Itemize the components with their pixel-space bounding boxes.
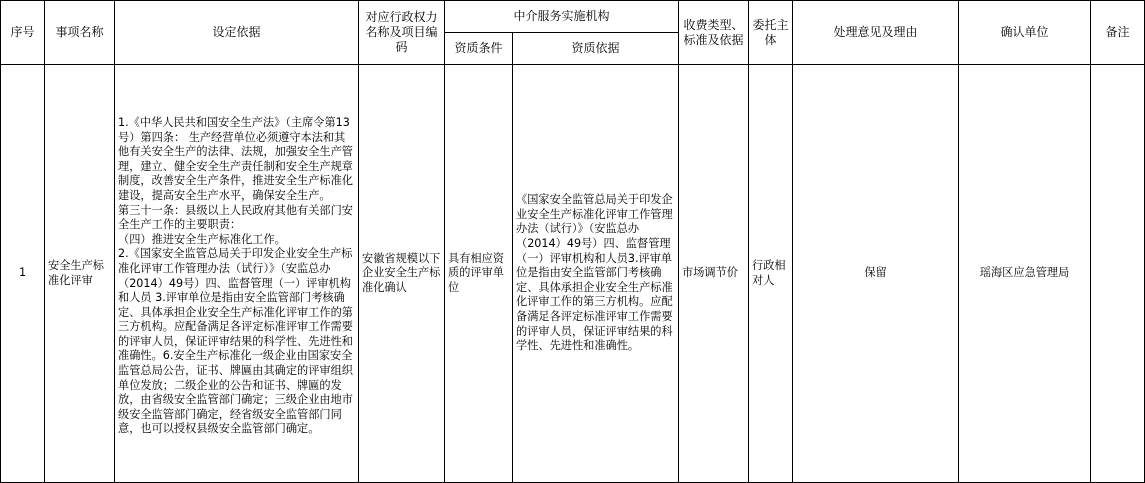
header-item-name: 事项名称 xyxy=(45,1,115,65)
row-admin-power: 安徽省规模以下企业安全生产标准化确认 xyxy=(359,65,445,483)
header-opinion: 处理意见及理由 xyxy=(793,1,959,65)
row-remark xyxy=(1091,65,1145,483)
header-remark: 备注 xyxy=(1091,1,1145,65)
table-row xyxy=(1,65,1145,483)
row-entrust: 行政相对人 xyxy=(749,65,793,483)
header-seq: 序号 xyxy=(1,1,45,65)
header-admin-power: 对应行政权力名称及项目编码 xyxy=(359,1,445,65)
header-entrust: 委托主体 xyxy=(749,1,793,65)
header-confirm-unit: 确认单位 xyxy=(959,1,1091,65)
row-confirm-unit: 瑶海区应急管理局 xyxy=(959,65,1091,483)
header-basis: 设定依据 xyxy=(115,1,359,65)
row-fee: 市场调节价 xyxy=(679,65,749,483)
header-qualification-basis: 资质依据 xyxy=(513,33,679,65)
row-qualification-condition: 具有相应资质的评审单位 xyxy=(445,65,513,483)
row-item-name: 安全生产标准化评审 xyxy=(45,65,115,483)
row-opinion: 保留 xyxy=(793,65,959,483)
row-qualification-basis: 《国家安全监管总局关于印发企业安全生产标准化评审工作管理办法（试行）》（安监总办（2014）49号）四、监督管理（一）评审机构和人员3.评审单位是指由安全监管部门考核确定、具体承担企业安全生产标准化评审工作的第三方机构。应配备满足各评定标准评审工作需要的评审人员，保证评审结果的科学性、先进性和准确性。 xyxy=(513,65,679,483)
header-agency-group: 中介服务实施机构 xyxy=(445,1,679,33)
row-basis: 1.《中华人民共和国安全生产法》（主席令第13号）第四条： 生产经营单位必须遵守本法和其他有关安全生产的法律、法规，加强安全生产管理，建立、健全安全生产责任制和安全生产规章制度，改善安全生产条件，推进安全生产标准化建设，提高安全生产水平，确保安全生产。 第三十一条：县级以上人民政府其他有关部门安全生产工作的主要职责： （四）推进安全生产标准化工作。 2.《国家安全监管总局关于印发企业安全生产标准化评审工作管理办法（试行）》（安监总办（2014）49号）四、监督管理（一）评审机构和人员 3.评审单位是指由安全监管部门考核确定、具体承担企业安全生产标准化评审工作的第三方机构。应配备满足各评定标准评审工作需要的评审人员，保证评审结果的科学性、先进性和准确性。6.安全生产标准化一级企业由国家安全监管总局公告，证书、牌匾由其确定的评审组织单位发放；二级企业的公告和证书、牌匾的发放，由省级安全监管部门确定；三级企业由地市级安全监管部门确定，经省级安全监管部门同意，也可以授权县级安全监管部门确定。 xyxy=(115,65,359,483)
row-seq: 1 xyxy=(1,65,45,483)
header-fee: 收费类型、标准及依据 xyxy=(679,1,749,65)
header-qualification-condition: 资质条件 xyxy=(445,33,513,65)
